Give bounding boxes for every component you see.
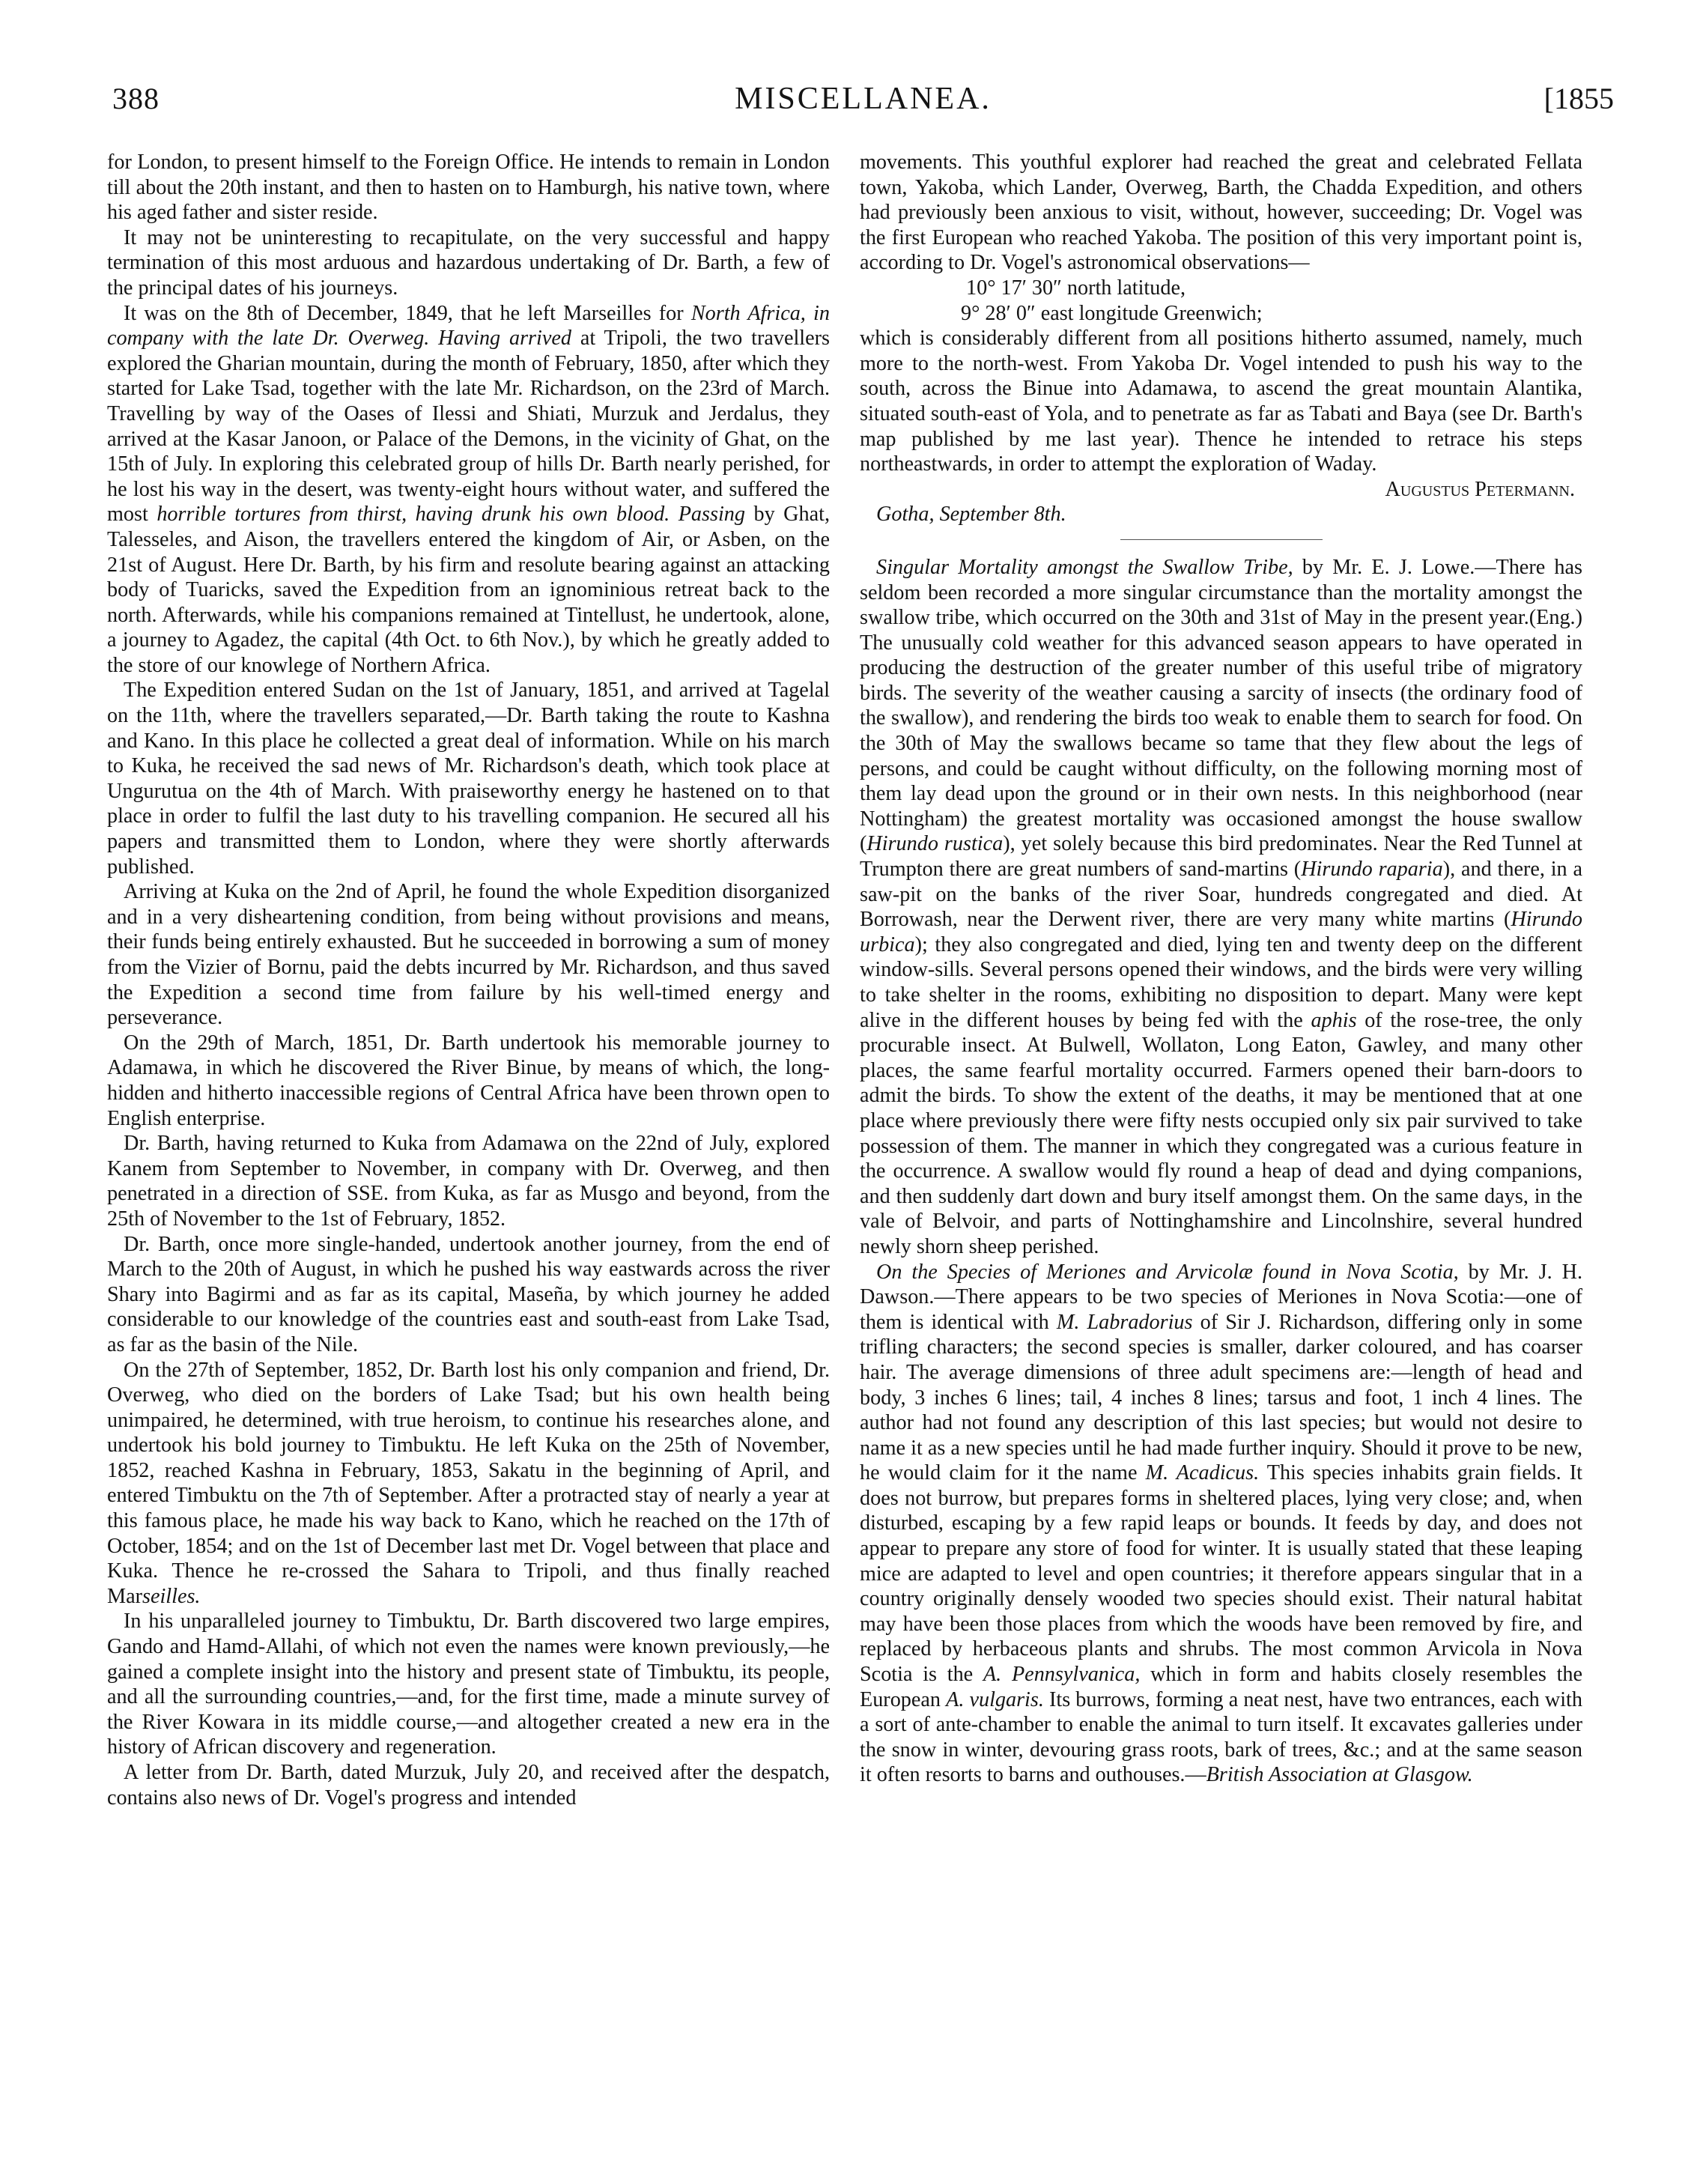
text-run: by Ghat, Talesseles, and Aison, the travellers entered the kingdom of Air, or Asben, on the 21st of August. Here Dr. Barth, by his firm and resolute bearing against an attacking body of Tuaricks, saved the Expedition from an ignominious retreat back to the north. Afterwards, while his companions remained at Tintellust, he undertook, alone, a journey to Agadez, the capital (4th Oct. to 6th Nov.), by which he greatly added to the store of our knowlege of Northern Africa. — [107, 503, 831, 677]
species-name: A. vulgaris. — [946, 1687, 1044, 1711]
paragraph: for London, to present himself to the Foreign Office. He intends to remain in London till about the 20th instant, and then to hasten on to Hamburgh, his native town, where his aged father and sister reside. — [107, 151, 830, 225]
text-run: It was on the 8th of December, 1849, that he left Marseilles for — [124, 301, 691, 325]
text-run: at Tripoli, the two travellers explored the Gharian mountain, during the month of February, 1850, after which they started for Lake Tsad, together with the late Mr. Richardson, on the 23rd of March. Travelling by way of the Oases of Ilessi and Shiati, Murzuk and Jerdalus, they arrived at the Kasar Janoon, or Palace of the Demons, in the vicinity of Ghat, on the 15th of July. In exploring this celebrated group of hills Dr. Barth nearly perished, for he lost his way in the desert, was twenty-eight hours without water, and suffered the most — [107, 327, 830, 527]
page-header — [112, 81, 1614, 133]
italic-run: horrible tortures from thirst, having drunk his own blood. Passing — [157, 503, 745, 527]
text-run: Its burrows, forming a neat nest, have two entrances, each with a sort of ante-chamber to enable the animal to turn itself. It excavates galleries under the snow in winter, devouring grass roots, bark of trees, &c.; and at the same season it often resorts to barns and outhouses.— — [860, 1687, 1582, 1787]
author-signature: Augustus Petermann. — [1385, 477, 1575, 501]
text-run: This species inhabits grain fields. It does not burrow, but prepares forms in sheltered places, lying very close; and, when disturbed, escaping by a few rapid leaps or bounds. It feeds by day, and does not appear to prepare any store of food for winter. It is usually stated that these leaping mice are adapted to level and open countries; it therefore appears singular that in a country originally densely wooded two species should exist. Their natural habitat may have been those places from which the woods have been removed by fire, and replaced by herbaceous plants and shrubs. The most common Arvicola in Nova Scotia is the — [860, 1461, 1583, 1687]
paragraph: On the 29th of March, 1851, Dr. Barth undertook his memorable journey to Adamawa, in which he discovered the River Binue, by means of which, the long-hidden and hitherto inaccessible regions of Central Africa have been thrown open to English enterprise. — [107, 1031, 830, 1130]
paragraph — [107, 301, 830, 679]
species-name: Hirundo raparia — [1301, 858, 1443, 882]
italic-run: North Africa, in company with the late Dr. Overweg. Having arrived — [107, 301, 830, 351]
text-run: ); they also congregated and died, lying ten and twenty deep on the different window-sills. Several persons opened their windows, and the birds were very willing to take shelter in the rooms, exhibiting no disposition to depart. Many were kept alive in the different houses by being fed with the — [860, 932, 1582, 1032]
text-run: There appears to be two species of Meriones in Nova Scotia:—one of them is identical with — [860, 1285, 1582, 1334]
paragraph: Arriving at Kuka on the 2nd of April, he found the whole Expedition disorganized and in a very disheartening condition, from being without provisions and means, their funds being entirely exhausted. But he succeeded in borrowing a sum of money from the Vizier of Bornu, paid the debts incurred by Mr. Richardson, and thus saved the Expedition a second time from failure by his well-timed energy and perseverance. — [107, 880, 830, 1030]
paragraph: Dr. Barth, having returned to Kuka from Adamawa on the 22nd of July, explored Kanem from September to November, in company with Dr. Overweg, and then penetrated in a direction of SSE. from Kuka, as far as Musgo and beyond, from the 25th of November to the 1st of February, 1852. — [107, 1132, 830, 1231]
species-name: aphis — [1311, 1008, 1357, 1032]
section-divider — [1120, 539, 1323, 540]
text-run: On the 27th of September, 1852, Dr. Barth lost his only companion and friend, Dr. Overweg, who died on the borders of Lake Tsad; but his own health being unimpaired, he determined, with true heroism, to continue his researches alone, and undertook his bold journey to Timbuktu. He left Kuka on the 25th of November, 1852, reached Kashna in February, 1853, Sakatu in the beginning of April, and entered Timbuktu on the 7th of September. After a protracted stay of nearly a year at this famous place, he made his way back to Kano, which he reached on the 17th of October, 1854; and on the 1st of December last met Dr. Vogel between that place and Kuka. Thence he re-crossed the Sahara to Tripoli, and thus finally reached Mar — [107, 1358, 830, 1608]
text-run: ), yet solely because this bird predominates. Near the Red Tunnel at Trumpton there are great numbers of sand-martins ( — [860, 832, 1582, 882]
paragraph: In his unparalleled journey to Timbuktu, Dr. Barth discovered two large empires, Gando and Hamd-Allahi, of which not even the names were known previously,—he gained a complete insight into the history and present state of Timbuktu, its people, and all the surrounding countries,—and, for the first time, made a minute survey of the River Kowara in its middle course,—and altogether created a new era in the history of African discovery and regeneration. — [107, 1610, 830, 1759]
article-title: Singular Mortality amongst the Swallow Tribe, — [876, 555, 1293, 579]
paragraph: Dr. Barth, once more single-handed, undertook another journey, from the end of March to the 20th of August, in which he pushed his way eastwards across the river Shary into Bagirmi and as far as its capital, Maseña, by which journey he added considerable to our knowledge of the countries east and south-east from Lake Tsad, as far as the basin of the Nile. — [107, 1232, 830, 1356]
page-number: 388 — [112, 82, 160, 115]
dateline: Gotha, September 8th. — [876, 503, 1066, 527]
paragraph: It may not be uninteresting to recapitulate, on the very successful and happy termination of this most arduous and hazardous undertaking of Dr. Barth, a few of the principal dates of his journeys. — [107, 225, 830, 300]
longitude-line: 9° 28′ 0″ east longitude Greenwich; — [961, 301, 1263, 325]
right-column — [860, 150, 1582, 1788]
paragraph — [107, 1358, 830, 1610]
left-column — [107, 150, 830, 1810]
paragraph — [860, 1260, 1582, 1788]
paragraph: A letter from Dr. Barth, dated Murzuk, July 20, and received after the despatch, contains also news of Dr. Vogel's progress and intended — [107, 1761, 830, 1810]
paragraph — [860, 555, 1582, 1260]
article-title: On the Species of Meriones and Arvicolæ found in Nova Scotia, — [876, 1260, 1459, 1284]
text-run: of the rose-tree, the only procurable insect. At Bulwell, Wollaton, Long Eaton, Gawley, and many other places, the same fearful mortality occurred. Farmers opened their barn-doors to admit the birds. To show the extent of the deaths, it may be mentioned that at one place where previously there were fifty nests occupied only six pair survived to take possession of them. The manner in which they congregated was a curious feature in the occurrence. A swallow would fly round a heap of dead and dying companions, and then suddenly dart down and bury itself amongst them. On the same days, in the vale of Belvoir, and parts of Nottinghamshire and Lincolnshire, several hundred newly shorn sheep perished. — [860, 1008, 1582, 1258]
paragraph: movements. This youthful explorer had reached the great and celebrated Fellata town, Yakoba, which Lander, Overweg, Barth, the Chadda Expedition, and others had previously been anxious to visit, without, however, succeeding; Dr. Vogel was the first European who reached Yakoba. The position of this very important point is, according to Dr. Vogel's astronomical observations— — [860, 151, 1582, 275]
species-name: A. Pennsylvanica, — [983, 1663, 1141, 1687]
header-year: [1855 — [1543, 82, 1614, 115]
text-run: of Sir J. Richardson, differing only in some trifling characters; the second species is smaller, darker coloured, and has coarser hair. The average dimensions of three adult specimens are:—length of head and body, 3 inches 6 lines; tail, 4 inches 8 lines; tarsus and foot, 1 inch 4 lines. The author had not found any description of this last species; but would not desire to name it as a new species until he had made further inquiry. Should it prove to be new, he would claim for it the name — [860, 1310, 1582, 1485]
paragraph: The Expedition entered Sudan on the 1st of January, 1851, and arrived at Tagelal on the 11th, where the travellers separated,—Dr. Barth taking the route to Kashna and Kano. In this place he collected a great deal of information. While on his march to Kuka, he received the sad news of Mr. Richardson's death, which took place at Ungurutua on the 4th of March. With praiseworthy energy he hastened on to that place in order to fulfil the last duty to his travelling companion. He secured all his papers and transmitted them to London, where they were shortly afterwards published. — [107, 679, 830, 879]
species-name: Hirundo urbica — [860, 908, 1582, 956]
source-citation: British Association at Glasgow. — [1206, 1763, 1473, 1787]
running-title: MISCELLANEA. — [735, 82, 992, 116]
species-name: M. Labradorius — [1056, 1310, 1193, 1334]
text-run: ), and there, in a saw-pit on the banks of the river Soar, hundreds congregated and died. At Borrowash, near the Derwent river, there are very many white martins ( — [860, 858, 1582, 932]
text-run: There has seldom been recorded a more singular circumstance than the mortality amongst the swallow tribe, which occurred on the 30th and 31st of May in the present year.(Eng.) The unusually cold weather for this advanced season appears to have operated in producing the destruction of the greater number of this useful tribe of migratory birds. The severity of the weather causing a sarcity of insects (the ordinary food of the swallow), and rendering the birds too weak to enable them to search for food. On the 30th of May the swallows became so tame that they flew about the legs of persons, and could be caught without difficulty, on the following morning most of them lay dead upon the ground or in their own nests. In this neighborhood (near Nottingham) the greatest mortality was occasioned amongst the house swallow ( — [860, 555, 1582, 856]
italic-run: seilles. — [142, 1584, 201, 1608]
species-name: Hirundo rustica — [866, 832, 1004, 856]
text-run: which in form and habits closely resembles the European — [860, 1663, 1582, 1711]
latitude-line: 10° 17′ 30″ north latitude, — [966, 276, 1186, 300]
paragraph: which is considerably different from all positions hitherto assumed, namely, much more to the north-west. From Yakoba Dr. Vogel intended to push his way to the south, across the Binue into Adamawa, to ascend the great mountain Alantika, situated south-east of Yola, and to penetrate as far as Tabati and Baya (see Dr. Barth's map published by me last year). Thence he intended to retrace his steps northeastwards, in order to attempt the exploration of Waday. — [860, 327, 1582, 476]
byline: by Mr. E. J. Lowe.— — [1293, 555, 1496, 579]
species-name: M. Acadicus. — [1145, 1461, 1260, 1485]
byline: by Mr. J. H. Dawson.— — [860, 1260, 1582, 1309]
